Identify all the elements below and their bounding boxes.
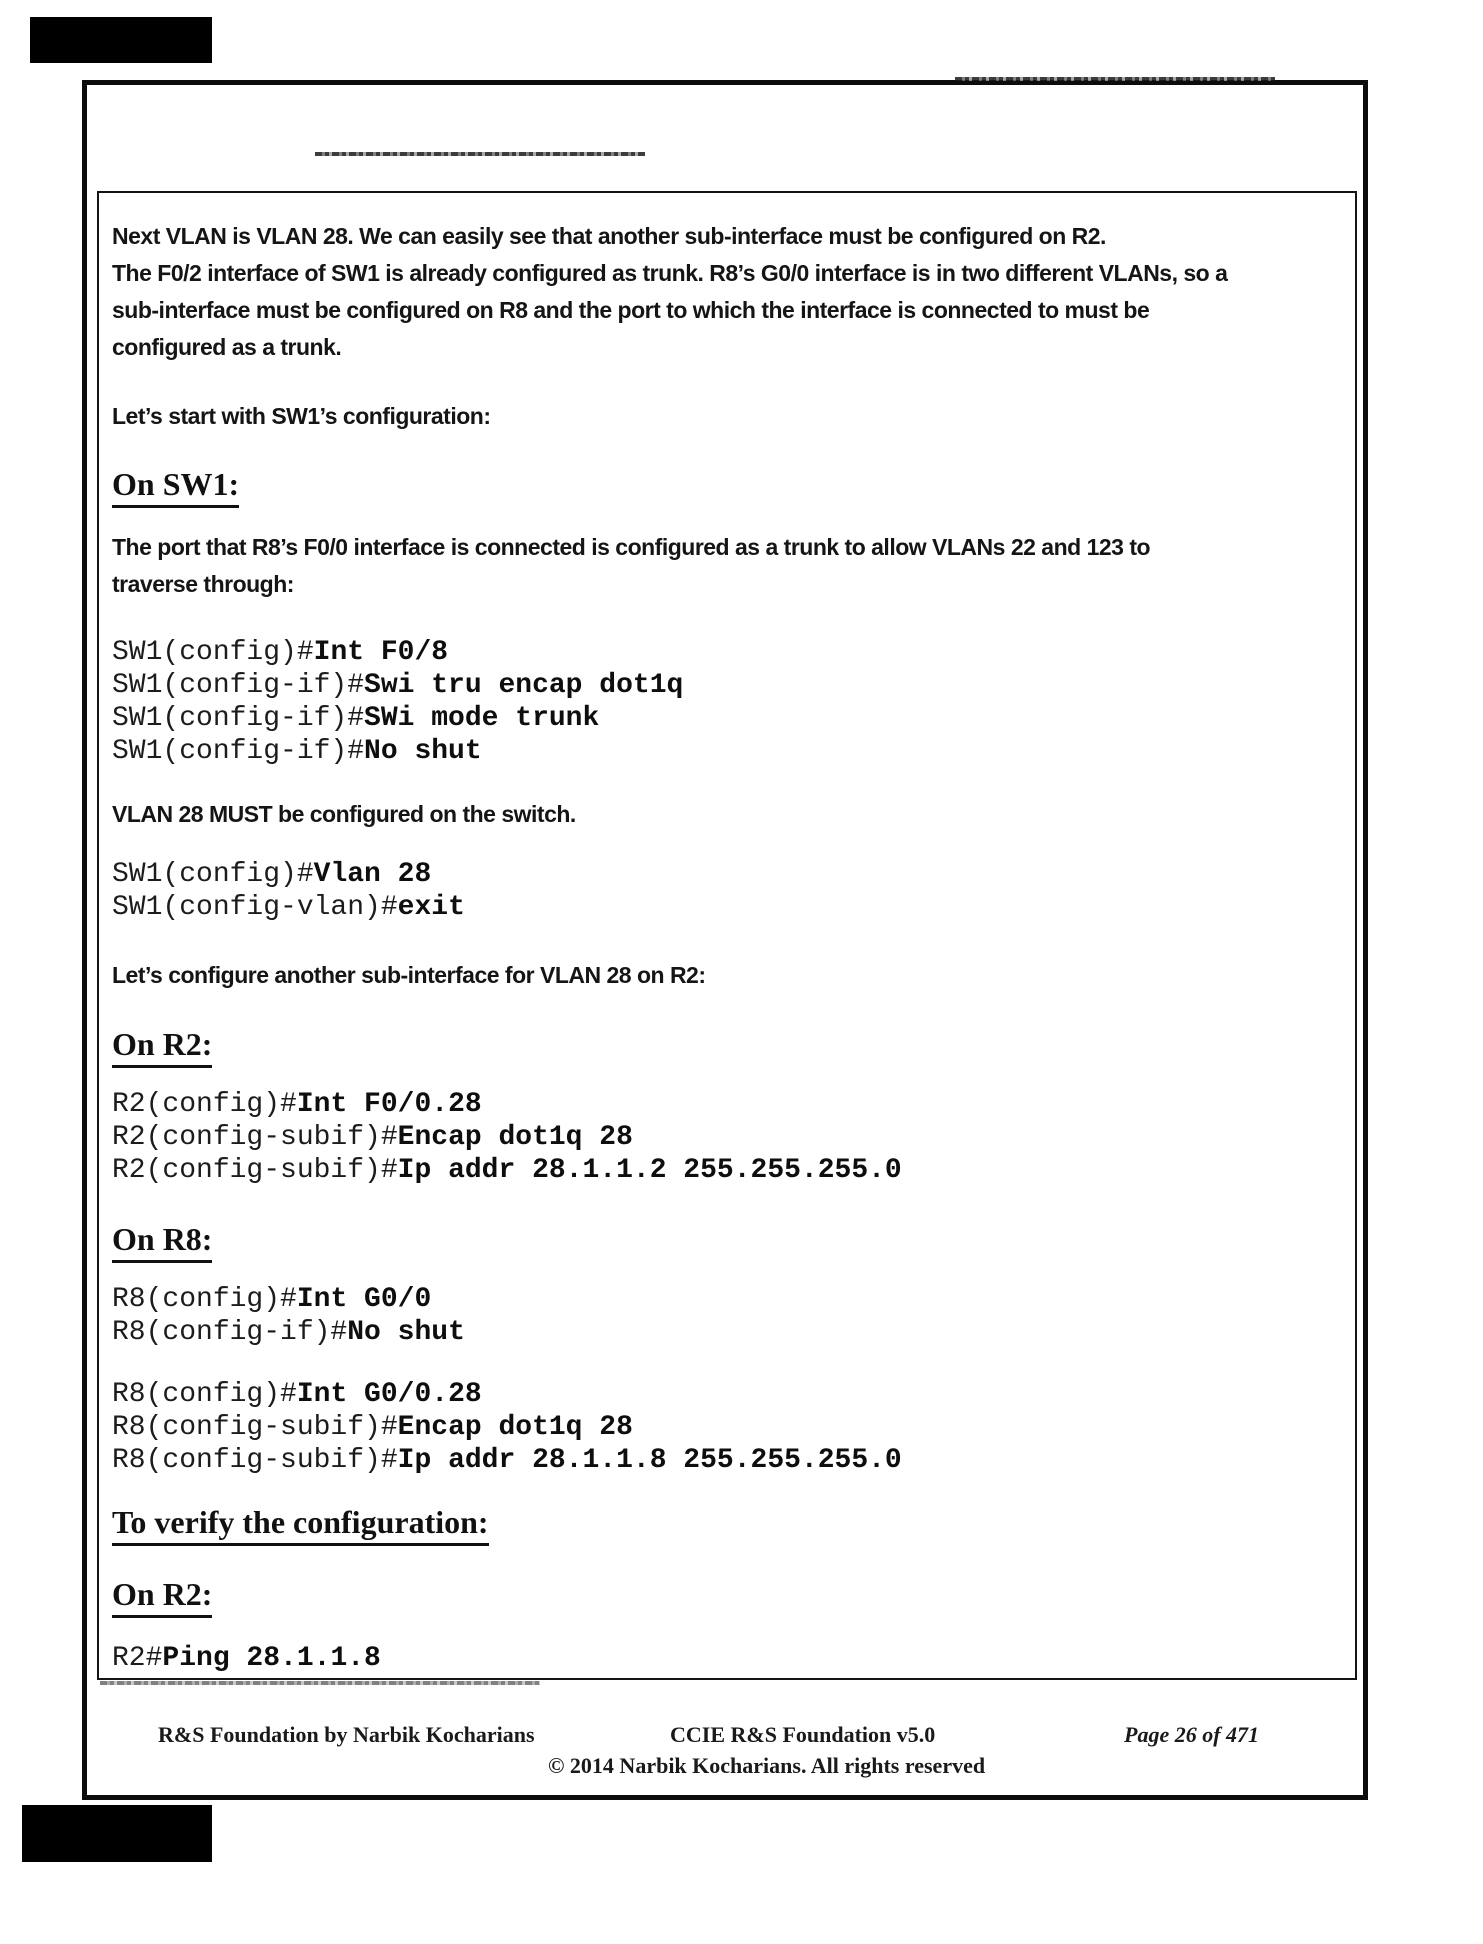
cli-prompt: R8(config-subif)# — [112, 1412, 398, 1443]
cli-command: Swi tru encap dot1q — [364, 670, 684, 701]
cli-prompt: SW1(config)# — [112, 859, 314, 890]
cli-line — [112, 702, 683, 735]
cli-command: Ping 28.1.1.8 — [162, 1643, 381, 1674]
cli-prompt: SW1(config-if)# — [112, 703, 365, 734]
lets-start-paragraph — [112, 398, 491, 435]
cli-prompt: SW1(config-vlan)# — [112, 892, 398, 923]
text-line: The F0/2 interface of SW1 is already configured as trunk. R8’s G0/0 interface is in two different VLANs, so a — [112, 260, 1228, 286]
cli-line — [112, 1121, 902, 1154]
cli-prompt: R8(config)# — [112, 1379, 297, 1410]
footer-author: R&S Foundation by Narbik Kocharians — [158, 1722, 535, 1747]
cli-block-r2-subif — [112, 1088, 902, 1187]
section-heading-on-r2 — [112, 1024, 212, 1071]
cli-prompt: R8(config-if)# — [112, 1317, 348, 1348]
cli-block-sw1-vlan — [112, 858, 465, 924]
cli-prompt: SW1(config)# — [112, 637, 314, 668]
heading-text: On R8: — [112, 1221, 212, 1263]
text-line: Next VLAN is VLAN 28. We can easily see that another sub-interface must be configured on R2. — [112, 223, 1106, 249]
cli-command: SWi mode trunk — [364, 703, 600, 734]
cli-prompt: R2# — [112, 1643, 163, 1674]
vlan28-must-paragraph — [112, 796, 576, 833]
cli-prompt: R2(config)# — [112, 1089, 297, 1120]
cli-command: Int F0/0.28 — [296, 1089, 482, 1120]
scan-artifact — [315, 152, 645, 156]
section-heading-verify — [112, 1502, 489, 1549]
text-line: Let’s start with SW1’s configuration: — [112, 403, 491, 429]
cli-block-r8-subif — [112, 1378, 902, 1477]
cli-command: Int G0/0.28 — [296, 1379, 482, 1410]
cli-command: Ip addr 28.1.1.8 255.255.255.0 — [397, 1445, 902, 1476]
cli-command: Ip addr 28.1.1.2 255.255.255.0 — [397, 1155, 902, 1186]
text-line: Let’s configure another sub-interface for VLAN 28 on R2: — [112, 962, 706, 988]
cli-line — [112, 735, 683, 768]
cli-line — [112, 636, 683, 669]
intro-paragraph — [112, 218, 1227, 366]
heading-text: On SW1: — [112, 466, 239, 508]
cli-command: Encap dot1q 28 — [397, 1412, 633, 1443]
text-line: traverse through: — [112, 571, 294, 597]
section-heading-on-r2-verify — [112, 1574, 212, 1621]
heading-text: On R2: — [112, 1576, 212, 1618]
cli-line — [112, 669, 683, 702]
text-line: VLAN 28 MUST be configured on the switch. — [112, 801, 576, 827]
cli-command: No shut — [364, 736, 482, 767]
cli-command: No shut — [347, 1317, 465, 1348]
cli-line — [112, 1316, 465, 1349]
footer-title: CCIE R&S Foundation v5.0 — [670, 1722, 936, 1747]
cli-line — [112, 1642, 381, 1675]
cli-command: Int G0/0 — [296, 1284, 432, 1315]
cli-line — [112, 1411, 902, 1444]
cli-prompt: R2(config-subif)# — [112, 1155, 398, 1186]
cli-line — [112, 1283, 465, 1316]
text-line: configured as a trunk. — [112, 334, 342, 360]
cli-line — [112, 1154, 902, 1187]
cli-prompt: R8(config-subif)# — [112, 1445, 398, 1476]
cli-line — [112, 1444, 902, 1477]
cli-prompt: SW1(config-if)# — [112, 736, 365, 767]
scan-artifact — [100, 1681, 540, 1685]
configure-subif-paragraph — [112, 957, 706, 994]
cli-command: Int F0/8 — [313, 637, 449, 668]
cli-block-sw1-trunk — [112, 636, 683, 768]
section-heading-on-sw1 — [112, 464, 239, 511]
cli-line — [112, 891, 465, 924]
footer-page-number: Page 26 of 471 — [1124, 1722, 1260, 1747]
redaction-bar-top — [30, 17, 212, 63]
cli-line — [112, 1378, 902, 1411]
cli-line — [112, 858, 465, 891]
redaction-bar-bottom — [22, 1805, 212, 1862]
cli-prompt: SW1(config-if)# — [112, 670, 365, 701]
cli-command: exit — [397, 892, 465, 923]
cli-command: Encap dot1q 28 — [397, 1122, 633, 1153]
heading-text: To verify the configuration: — [112, 1504, 489, 1546]
scan-artifact — [955, 77, 1275, 81]
text-line: sub-interface must be configured on R8 and the port to which the interface is connected to must be — [112, 297, 1150, 323]
trunk-port-paragraph — [112, 529, 1150, 603]
cli-line — [112, 1088, 902, 1121]
section-heading-on-r8 — [112, 1219, 212, 1266]
text-line: The port that R8’s F0/0 interface is connected is configured as a trunk to allow VLANs 22 and 123 to — [112, 534, 1151, 560]
cli-command: Vlan 28 — [313, 859, 432, 890]
cli-prompt: R8(config)# — [112, 1284, 297, 1315]
footer-copyright: © 2014 Narbik Kocharians. All rights reserved — [548, 1753, 986, 1778]
heading-text: On R2: — [112, 1026, 212, 1068]
cli-block-ping — [112, 1642, 381, 1675]
cli-prompt: R2(config-subif)# — [112, 1122, 398, 1153]
cli-block-r8-noshut — [112, 1283, 465, 1349]
